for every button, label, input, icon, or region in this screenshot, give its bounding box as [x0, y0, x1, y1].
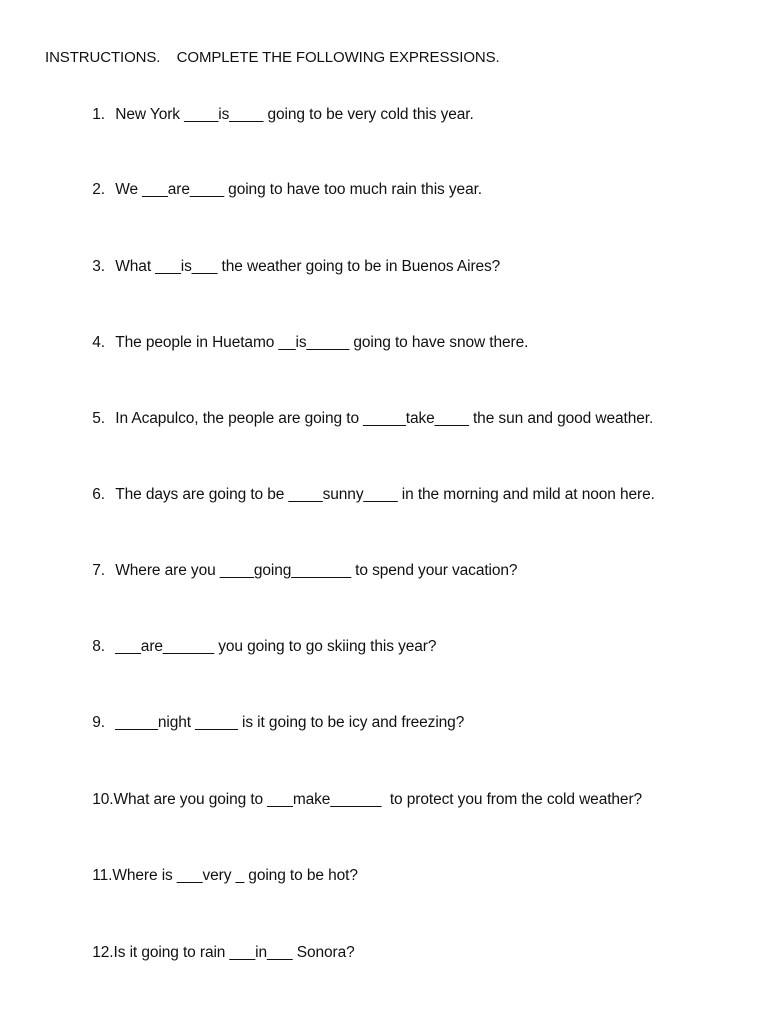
item-text: ___are______ you going to go skiing this year?: [115, 638, 437, 655]
item-number: 4.: [92, 334, 105, 351]
item-text: The people in Huetamo __is_____ going to have snow there.: [115, 334, 529, 351]
item-number: 7.: [92, 562, 105, 579]
item-text: In Acapulco, the people are going to _____take____ the sun and good weather.: [115, 410, 654, 427]
item-number: 6.: [92, 486, 105, 503]
list-item: [67, 88, 474, 142]
list-item: [67, 849, 358, 903]
item-number: 11.: [92, 867, 113, 884]
list-item: [67, 316, 528, 370]
list-item: [67, 926, 355, 980]
item-number: 12.: [92, 944, 114, 961]
list-item: [67, 240, 500, 294]
item-number: 3.: [92, 258, 105, 275]
list-item: [67, 163, 482, 217]
item-text: What are you going to ___make______ to protect you from the cold weather?: [113, 791, 643, 808]
list-item: [67, 773, 642, 827]
item-text: What ___is___ the weather going to be in Buenos Aires?: [115, 258, 501, 275]
item-number: 10.: [92, 791, 114, 808]
item-number: 1.: [92, 106, 105, 123]
item-text: Is it going to rain ___in___ Sonora?: [113, 944, 355, 961]
item-text: We ___are____ going to have too much rain this year.: [115, 181, 483, 198]
item-text: New York ____is____ going to be very cold this year.: [115, 106, 474, 123]
item-text: Where are you ____going_______ to spend your vacation?: [115, 562, 518, 579]
item-number: 5.: [92, 410, 105, 427]
list-item: [67, 620, 436, 674]
item-number: 2.: [92, 181, 105, 198]
item-number: 9.: [92, 714, 105, 731]
list-item: [67, 392, 653, 446]
list-item: [67, 696, 464, 750]
item-text: The days are going to be ____sunny____ in the morning and mild at noon here.: [115, 486, 655, 503]
instructions-heading: INSTRUCTIONS. COMPLETE THE FOLLOWING EXPRESSIONS.: [45, 49, 500, 66]
list-item: [67, 544, 517, 598]
item-text: _____night _____ is it going to be icy and freezing?: [115, 714, 465, 731]
item-text: Where is ___very _ going to be hot?: [112, 867, 358, 884]
list-item: [67, 468, 655, 522]
item-number: 8.: [92, 638, 105, 655]
